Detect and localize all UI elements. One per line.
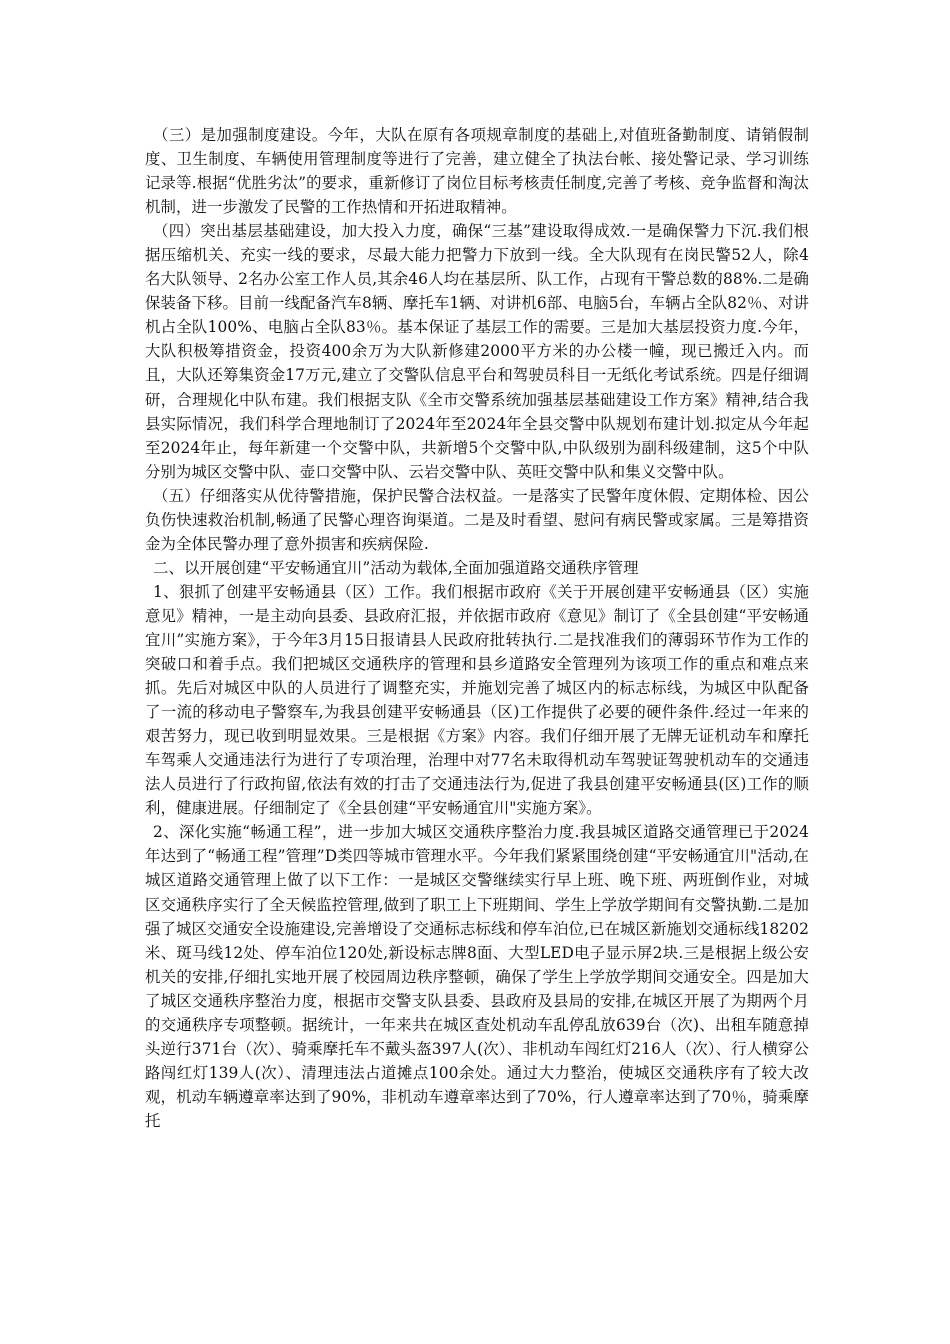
document-page <box>145 123 809 1133</box>
paragraph-item-1-safe-county: 1、狠抓了创建平安畅通县（区）工作。我们根据市政府《关于开展创建平安畅通县（区）实施意见》精神，一是主动向县委、县政府汇报，并依据市政府《意见》制订了《全县创建“平安畅通宜川”实施方案》，于今年3月15日报请县人民政府批转执行.二是找准我们的薄弱环节作为工作的突破口和着手点。我们把城区交通秩序的管理和县乡道路安全管理列为该项工作的重点和难点来抓。先后对城区中队的人员进行了调整充实，并施划完善了城区内的标志标线，为城区中队配备了一流的移动电子警察车,为我县创建平安畅通县（区)工作提供了必要的硬件条件.经过一年来的艰苦努力，现已收到明显效果。三是根据《方案》内容。我们仔细开展了无牌无证机动车和摩托车驾乘人交通违法行为进行了专项治理，治理中对77名未取得机动车驾驶证驾驶机动车的交通违法人员进行了行政拘留,依法有效的打击了交通违法行为,促进了我县创建平安畅通县(区)工作的顺利，健康进展。仔细制定了《全县创建“平安畅通宜川"实施方案》。 <box>145 582 809 818</box>
paragraph-item-2-smooth-traffic-project: 2、深化实施“畅通工程”，进一步加大城区交通秩序整治力度.我县城区道路交通管理已于2024年达到了“畅通工程”管理”D类四等城市管理水平。今年我们紧紧围绕创建“平安畅通宜川"活动,在城区道路交通管理上做了以下工作：一是城区交警继续实行早上班、晚下班、两班倒作业，对城区交通秩序实行了全天候监控管理,做到了职工上下班期间、学生上学放学期间有交警执勤.二是加强了城区交通安全设施建设,完善增设了交通标志标线和停车泊位,已在城区新施划交通标线18202米、斑马线12处、停车泊位120处,新设标志牌8面、大型LED电子显示屏2块.三是根据上级公安机关的安排,仔细扎实地开展了校园周边秩序整顿，确保了学生上学放学期间交通安全。四是加大了城区交通秩序整治力度，根据市交警支队县委、县政府及县局的安排,在城区开展了为期两个月的交通秩序专项整顿。据统计，一年来共在城区查处机动车乱停乱放639台（次)、出租车随意掉头逆行371台（次）、骑乘摩托车不戴头盔397人(次）、非机动车闯红灯216人（次）、行人横穿公路闯红灯139人(次）、清理违法占道摊点100余处。通过大力整治，使城区交通秩序有了较大改观，机动车辆遵章率达到了90%，非机动车遵章率达到了70%，行人遵章率达到了70％，骑乘摩托 <box>145 823 809 1130</box>
section-heading-traffic-order: 二、以开展创建“平安畅通宜川”活动为载体,全面加强道路交通秩序管理 <box>153 558 639 577</box>
paragraph-section-5-police-welfare: （五）仔细落实从优待警措施，保护民警合法权益。一是落实了民警年度休假、定期体检、因公负伤快速救治机制,畅通了民警心理咨询渠道。二是及时看望、慰问有病民警或家属。三是筹措资金为全体民警办理了意外损害和疾病保险. <box>145 486 809 553</box>
paragraph-section-4-grassroots-building: （四）突出基层基础建设，加大投入力度，确保“三基”建设取得成效.一是确保警力下沉.我们根据压缩机关、充实一线的要求，尽最大能力把警力下放到一线。全大队现有在岗民警52人，除4名大队领导、2名办公室工作人员,其余46人均在基层所、队工作，占现有干警总数的88%.二是确保装备下移。目前一线配备汽车8辆、摩托车1辆、对讲机6部、电脑5台，车辆占全队82％、对讲机占全队100%、电脑占全队83％。基本保证了基层工作的需要。三是加大基层投资力度.今年，大队积极筹措资金，投资400余万为大队新修建2000平方米的办公楼一幢，现已搬迁入内。而且，大队还筹集资金17万元,建立了交警队信息平台和驾驶员科目一无纸化考试系统。四是仔细调研，合理规化中队布建。我们根据支队《全市交警系统加强基层基础建设工作方案》精神,结合我县实际情况，我们科学合理地制订了2024年至2024年全县交警中队规划布建计划.拟定从今年起至2024年止，每年新建一个交警中队，共新增5个交警中队,中队级别为副科级建制，这5个中队分别为城区交警中队、壶口交警中队、云岩交警中队、英旺交警中队和集义交警中队。 <box>145 222 809 481</box>
paragraph-section-3-system-building: （三）是加强制度建设。今年，大队在原有各项规章制度的基础上,对值班备勤制度、请销假制度、卫生制度、车辆使用管理制度等进行了完善，建立健全了执法台帐、接处警记录、学习训练记录等.根据“优胜劣汰”的要求，重新修订了岗位目标考核责任制度,完善了考核、竞争监督和淘汰机制，进一步激发了民警的工作热情和开拓进取精神。 <box>145 126 809 217</box>
